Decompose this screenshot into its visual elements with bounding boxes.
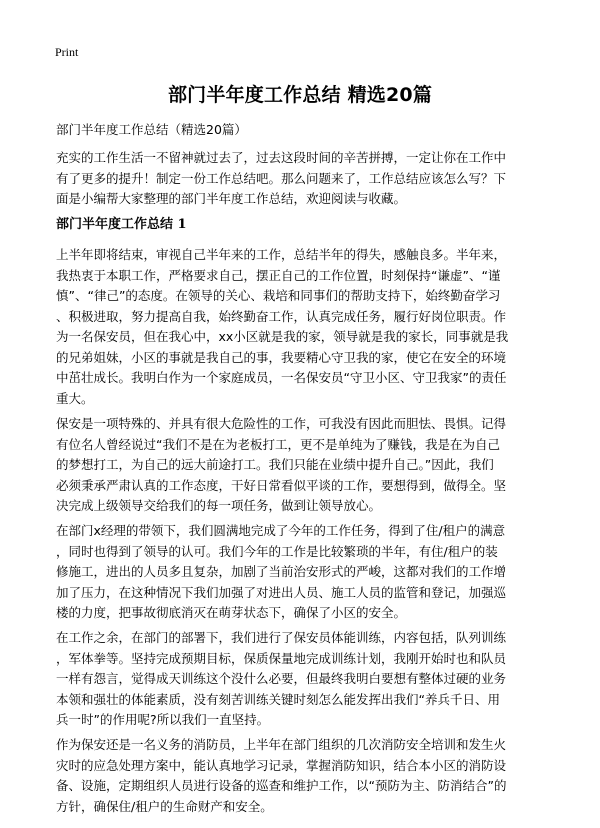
paragraph-line: 的梦想打工，为自己的远大前途打工。我们只能在业绩中提升自己。”因此，我们 bbox=[56, 457, 494, 472]
paragraph-line: 我热衷于本职工作，严格要求自己，摆正自己的工作位置，时刻保持“谦虚”、“谨 bbox=[56, 267, 501, 283]
paragraph-line: ，军体拳等。坚持完成预期目标，保质保量地完成训练计划，我刚开始时也和队员 bbox=[56, 650, 507, 666]
body-paragraph-5 bbox=[56, 735, 548, 817]
paragraph-line: 备、设施，定期组织人员进行设备的巡查和维护工作，以“预防为主、防消结合”的 bbox=[56, 778, 507, 793]
intro-paragraph bbox=[56, 148, 548, 210]
paragraph-line: 在部门x经理的带领下，我们圆满地完成了今年的工作任务，得到了住/租户的满意 bbox=[56, 523, 506, 538]
paragraph-line: 兵一时”的作用呢?所以我们一直坚持。 bbox=[56, 712, 270, 727]
paragraph-line: 一样有怨言，觉得成天训练这个没什么必要，但最终我明白要想有整体过硬的业务 bbox=[56, 671, 507, 686]
paragraph-line: 决完成上级领导交给我们的每一项任务，做到让领导放心。 bbox=[56, 498, 382, 513]
paragraph-line: 在工作之余，在部门的部署下，我们进行了保安员体能训练，内容包括，队列训练 bbox=[56, 630, 507, 645]
paragraph-line: 的兄弟姐妹，小区的事就是我自己的事，我要精心守卫我的家，使它在安全的环境 bbox=[56, 349, 507, 365]
paragraph-line: 作为保安还是一名义务的消防员，上半年在部门组织的几次消防安全培训和发生火 bbox=[56, 737, 507, 752]
body-paragraph-3 bbox=[56, 521, 548, 624]
intro-line: 有了更多的提升！制定一份工作总结吧。那么问题来了，工作总结应该怎么写？下 bbox=[56, 170, 507, 186]
paragraph-line: 有位名人曾经说过“我们不是在为老板打工，更不是单纯为了赚钱，我是在为自己 bbox=[56, 436, 500, 452]
paragraph-line: 重大。 bbox=[56, 390, 94, 406]
paragraph-line: 中茁壮成长。我明白作为一个家庭成员，一名保安员“守卫小区、守卫我家”的责任 bbox=[56, 370, 507, 385]
paragraph-line: 灾时的应急处理方案中，能认真地学习记录，掌握消防知识，结合本小区的消防设 bbox=[56, 757, 507, 773]
intro-line: 面是小编帮大家整理的部门半年度工作总结，欢迎阅读与收藏。 bbox=[56, 191, 407, 206]
paragraph-line: 方针，确保住/租户的生命财产和安全。 bbox=[56, 798, 273, 814]
page-title: 部门半年度工作总结 精选20篇 bbox=[167, 84, 433, 106]
document-subtitle: 部门半年度工作总结（精选20篇） bbox=[56, 122, 247, 137]
paragraph-line: ，同时也得到了领导的认可。我们今年的工作是比较繁琐的半年，有住/租户的装 bbox=[56, 543, 498, 559]
paragraph-line: 修施工，进出的人员多且复杂，加剧了当前治安形式的严峻，这都对我们的工作增 bbox=[56, 564, 507, 579]
paragraph-line: 为一名保安员，但在我心中，xx小区就是我的家，领导就是我的家长，同事就是我 bbox=[56, 329, 509, 344]
paragraph-line: 楼的力度，把事故彻底消灭在萌芽状态下，确保了小区的安全。 bbox=[56, 605, 407, 620]
section-heading: 部门半年度工作总结 1 bbox=[56, 217, 187, 232]
paragraph-line: 上半年即将结束，审视自己半年来的工作，总结半年的得失，感触良多。半年来， bbox=[56, 247, 507, 262]
body-paragraph-1 bbox=[56, 245, 548, 409]
paragraph-line: 必须秉承严肃认真的工作态度，干好日常看似平谈的工作，要想得到，做得全。坚 bbox=[56, 477, 507, 493]
intro-line: 充实的工作生活一不留神就过去了，过去这段时间的辛苦拼搏，一定让你在工作中 bbox=[56, 150, 507, 165]
body-paragraph-4 bbox=[56, 628, 548, 731]
body-paragraph-2 bbox=[56, 414, 548, 517]
print-link[interactable]: Print bbox=[55, 45, 79, 59]
paragraph-line: 慎”、“律己”的态度。在领导的关心、栽培和同事们的帮助支持下，始终勤奋学习 bbox=[56, 288, 501, 303]
paragraph-line: 本领和强壮的体能素质，没有刻苦训练关键时刻怎么能发挥出我们“养兵千日、用 bbox=[56, 691, 500, 707]
paragraph-line: 加了压力，在这种情况下我们加强了对进出人员、施工人员的监管和登记，加强巡 bbox=[56, 584, 507, 600]
paragraph-line: 保安是一项特殊的、并具有很大危险性的工作，可我没有因此而胆怯、畏惧。记得 bbox=[56, 416, 507, 431]
paragraph-line: 、积极进取，努力提高自我，始终勤奋工作，认真完成任务，履行好岗位职责。作 bbox=[56, 308, 507, 324]
